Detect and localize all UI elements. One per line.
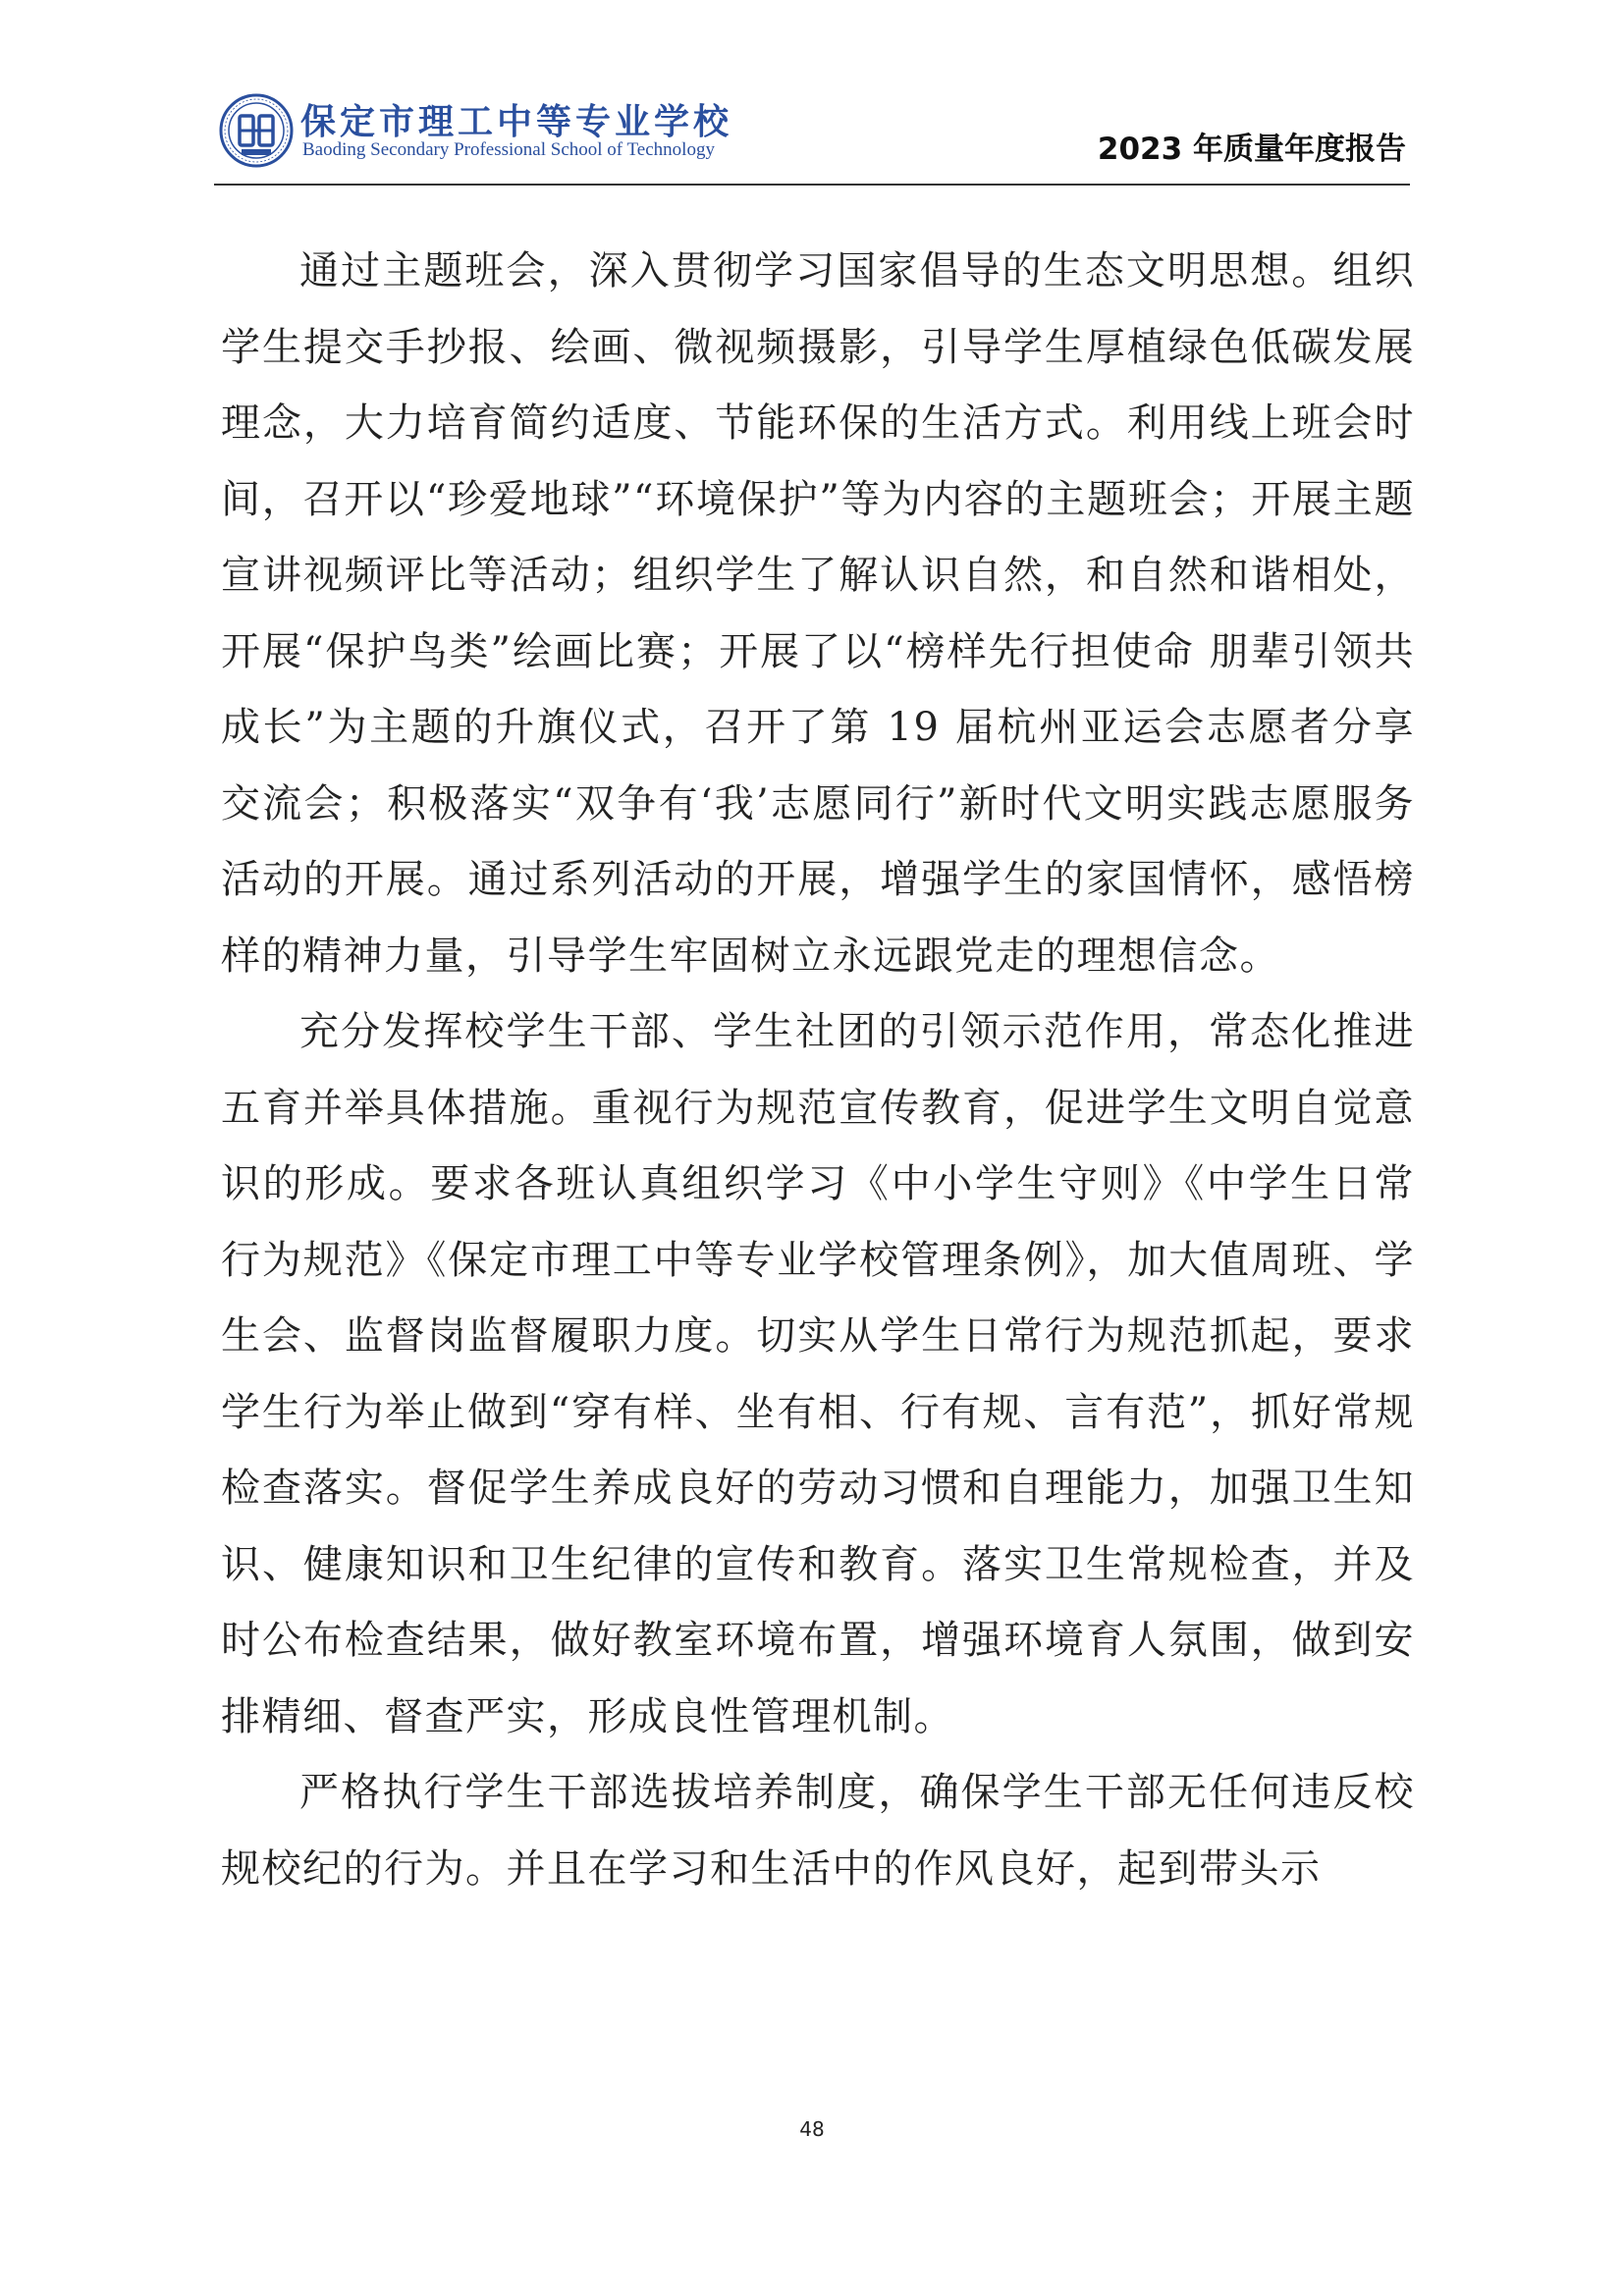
school-logo-block: [218, 92, 733, 171]
school-name-chinese: 保定市理工中等专业学校: [300, 102, 733, 142]
body-content: [221, 234, 1415, 1907]
paragraph-theme-class-meetings: 通过主题班会，深入贯彻学习国家倡导的生态文明思想。组织学生提交手抄报、绘画、微视频摄影，引导学生厚植绿色低碳发展理念，大力培育简约适度、节能环保的生活方式。利用线上班会时间，召开以“珍爱地球”“环境保护”等为内容的主题班会；开展主题宣讲视频评比等活动；组织学生了解认识自然，和自然和谐相处，开展“保护鸟类”绘画比赛；开展了以“榜样先行担使命 朋辈引领共成长”为主题的升旗仪式，召开了第 19 届杭州亚运会志愿者分享交流会；积极落实“双争有‘我’志愿同行”新时代文明实践志愿服务活动的开展。通过系列活动的开展，增强学生的家国情怀，感悟榜样的精神力量，引导学生牢固树立永远跟党走的理想信念。: [221, 248, 1415, 979]
page-header: [0, 0, 1624, 191]
school-name-english: Baoding Secondary Professional School of Technology: [302, 139, 715, 160]
paragraph-student-cadres-role: 充分发挥校学生干部、学生社团的引领示范作用，常态化推进五育并举具体措施。重视行为规范宣传教育，促进学生文明自觉意识的形成。要求各班认真组织学习《中小学生守则》《中学生日常行为规范》《保定市理工中等专业学校管理条例》，加大值周班、学生会、监督岗监督履职力度。切实从学生日常行为规范抓起，要求学生行为举止做到“穿有样、坐有相、行有规、言有范”，抓好常规检查落实。督促学生养成良好的劳动习惯和自理能力，加强卫生知识、健康知识和卫生纪律的宣传和教育。落实卫生常规检查，并及时公布检查结果，做好教室环境布置，增强环境育人氛围，做到安排精细、督查严实，形成良性管理机制。: [221, 1009, 1415, 1739]
paragraph-cadre-selection: 严格执行学生干部选拔培养制度，确保学生干部无任何违反校规校纪的行为。并且在学习和生活中的作风良好，起到带头示: [221, 1770, 1415, 1892]
header-divider: [214, 184, 1410, 186]
report-title: 2023 年质量年度报告: [1097, 132, 1406, 167]
school-seal-logo-icon: [218, 92, 295, 169]
page-number: 48: [799, 2117, 825, 2141]
